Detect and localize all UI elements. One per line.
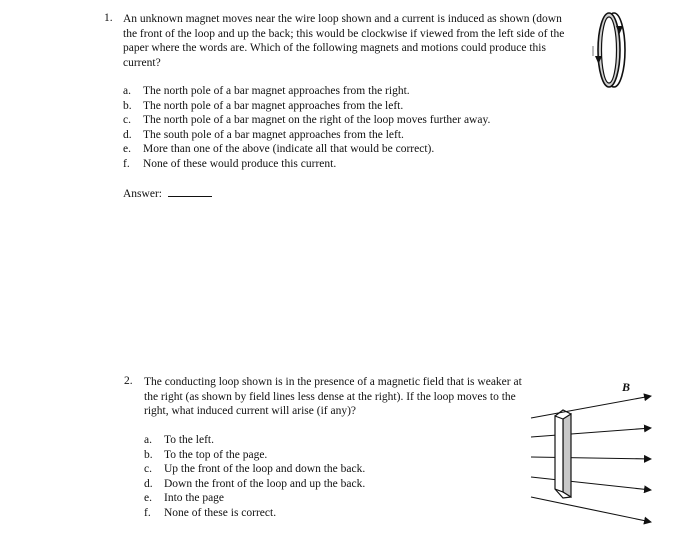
choice-text: The north pole of a bar magnet approaches from the right.: [143, 85, 410, 97]
choice-text: Down the front of the loop and up the back.: [164, 477, 366, 490]
question-1-choices: [123, 84, 593, 172]
question-2-choice-f: [144, 506, 474, 521]
choice-text: The north pole of a bar magnet on the right of the loop moves further away.: [143, 114, 491, 127]
wire-loop-figure: [588, 8, 638, 92]
question-2-choice-c: [144, 462, 474, 477]
question-1-choice-d: [123, 128, 593, 143]
question-1-choice-e: [123, 142, 593, 157]
question-2-choice-a: [144, 433, 474, 448]
question-1-choice-f: [123, 157, 593, 172]
question-1-number: 1.: [104, 12, 113, 24]
field-line-3: [531, 457, 651, 459]
question-2-choices: [144, 433, 474, 521]
question-1-choice-c: [123, 113, 593, 128]
choice-letter: e.: [144, 492, 152, 505]
magnetic-field-figure: [525, 372, 665, 532]
field-line-2: [531, 428, 651, 437]
loop-inner-edge: [602, 17, 617, 83]
choice-letter: b.: [123, 99, 132, 112]
choice-letter: c.: [144, 463, 152, 476]
field-line-5: [531, 497, 651, 522]
choice-letter: e.: [123, 143, 131, 156]
question-1-stem: An unknown magnet moves near the wire loop shown and a current is induced as shown (down the front of the loop and up the back; this would be clockwise if viewed from the left side of the paper where the words are. Which of the following magnets and motions could produce this current?: [123, 13, 565, 69]
choice-text: Up the front of the loop and down the back.: [164, 463, 366, 476]
choice-letter: c.: [123, 114, 131, 127]
field-line-1: [531, 396, 651, 418]
question-2-choice-e: [144, 491, 474, 506]
choice-letter: f.: [123, 157, 130, 170]
question-2-number: 2.: [124, 375, 133, 387]
answer-label: Answer:: [123, 188, 162, 200]
choice-text: To the left.: [164, 434, 214, 446]
choice-letter: b.: [144, 448, 153, 461]
choice-text: To the top of the page.: [164, 448, 268, 461]
answer-blank[interactable]: [168, 187, 212, 197]
field-label-b: B: [622, 380, 631, 394]
answer-row: [123, 187, 212, 200]
choice-letter: d.: [144, 477, 153, 490]
question-2-choice-d: [144, 477, 474, 492]
choice-letter: a.: [123, 85, 131, 97]
field-line-4: [531, 477, 651, 490]
choice-text: None of these would produce this current.: [143, 157, 337, 170]
question-1-choice-a: [123, 84, 593, 99]
loop-front-band: [563, 414, 571, 497]
choice-text: The north pole of a bar magnet approaches from the left.: [143, 99, 404, 112]
choice-letter: f.: [144, 506, 151, 519]
choice-text: Into the page: [164, 492, 225, 505]
choice-text: None of these is correct.: [164, 506, 277, 519]
question-2-stem: The conducting loop shown is in the presence of a magnetic field that is weaker at the right (as shown by field lines less dense at the right). If the loop moves to the right, what induced current will arise (if any)?: [144, 376, 522, 417]
loop-inner-band: [555, 416, 563, 492]
question-1-choice-b: [123, 99, 593, 114]
choice-text: More than one of the above (indicate all that would be correct).: [143, 143, 435, 156]
choice-letter: d.: [123, 128, 132, 141]
choice-letter: a.: [144, 434, 152, 446]
choice-text: The south pole of a bar magnet approaches from the left.: [143, 128, 404, 141]
question-2-choice-b: [144, 448, 474, 463]
